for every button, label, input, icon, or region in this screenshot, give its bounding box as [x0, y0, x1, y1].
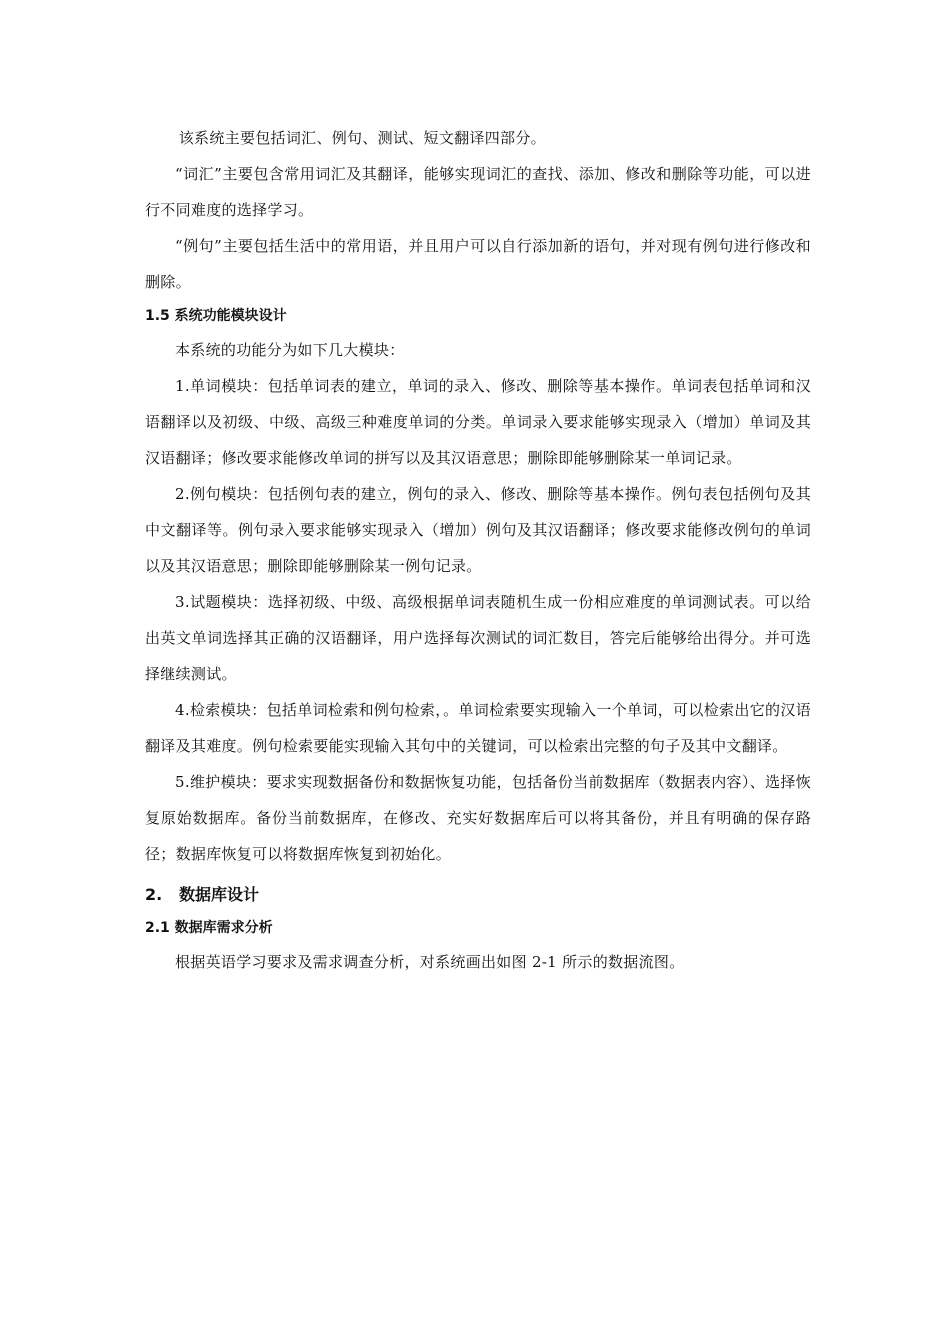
section-2-title: 数据库设计	[179, 885, 260, 904]
document-page	[145, 120, 811, 980]
intro-paragraph: 该系统主要包括词汇、例句、测试、短文翻译四部分。	[178, 129, 546, 147]
section-2-heading	[145, 878, 811, 912]
section-2-1-heading: 2.1 数据库需求分析	[145, 920, 273, 936]
sentence-module-paragraph: 2.例句模块：包括例句表的建立，例句的录入、修改、删除等基本操作。例句表包括例句及其中文翻译等。例句录入要求能够实现录入（增加）例句及其汉语翻译；修改要求能修改例句的单词以及其汉语意思；删除即能够删除某一例句记录。	[145, 485, 811, 575]
maintenance-module-paragraph: 5.维护模块：要求实现数据备份和数据恢复功能，包括备份当前数据库（数据表内容）、选择恢复原始数据库。备份当前数据库，在修改、充实好数据库后可以将其备份，并且有明确的保存路径；数据库恢复可以将数据库恢复到初始化。	[145, 773, 811, 863]
search-module-paragraph: 4.检索模块：包括单词检索和例句检索，。单词检索要实现输入一个单词，可以检索出它的汉语翻译及其难度。例句检索要能实现输入其句中的关键词，可以检索出完整的句子及其中文翻译。	[145, 701, 811, 755]
section-2-number: 2.	[145, 885, 163, 904]
vocabulary-paragraph: “词汇”主要包含常用词汇及其翻译，能够实现词汇的查找、添加、修改和删除等功能，可以进行不同难度的选择学习。	[145, 165, 811, 219]
example-sentence-paragraph: “例句”主要包括生活中的常用语，并且用户可以自行添加新的语句，并对现有例句进行修改和删除。	[145, 237, 811, 291]
test-module-paragraph: 3.试题模块：选择初级、中级、高级根据单词表随机生成一份相应难度的单词测试表。可以给出英文单词选择其正确的汉语翻译，用户选择每次测试的词汇数目，答完后能够给出得分。并可选择继续测试。	[145, 593, 811, 683]
modules-intro-paragraph: 本系统的功能分为如下几大模块：	[175, 341, 405, 359]
section-1-5-heading: 1.5 系统功能模块设计	[145, 308, 287, 324]
word-module-paragraph: 1.单词模块：包括单词表的建立，单词的录入、修改、删除等基本操作。单词表包括单词和汉语翻译以及初级、中级、高级三种难度单词的分类。单词录入要求能够实现录入（增加）单词及其汉语翻译；修改要求能修改单词的拼写以及其汉语意思；删除即能够删除某一单词记录。	[145, 377, 811, 467]
data-flow-paragraph: 根据英语学习要求及需求调查分析，对系统画出如图 2-1 所示的数据流图。	[175, 953, 685, 971]
